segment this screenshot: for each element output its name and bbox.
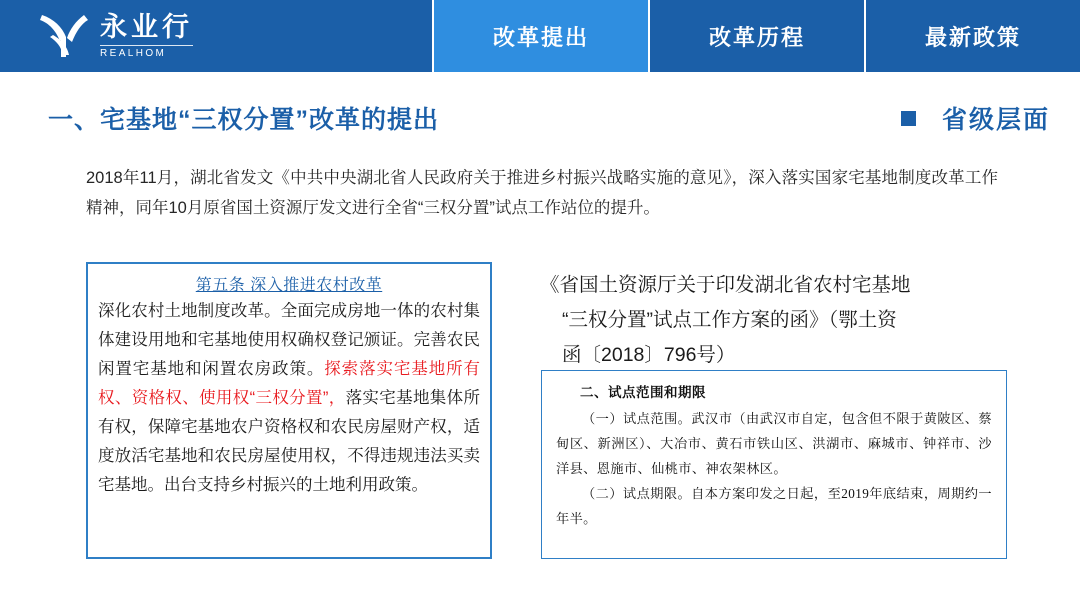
excerpt-text-part2: 落实宅基地集体所有权，保障宅基地农户资格权和农民房屋财产权，适度放活宅基地和农民房屋使用权，不得违规违法买卖宅基地。出台支持乡村振兴的土地利用政策。 — [98, 389, 480, 494]
document-title-line1: 《省国土资源厅关于印发湖北省农村宅基地 — [540, 274, 911, 296]
excerpt-text-part1: 深化农村土地制度改革。全面完成房地一体的农村集体建设用地和宅基地使用权确权登记颁证。完善农民闲置宅基地和闲置农房政策。 — [98, 302, 480, 378]
title-row — [0, 100, 1080, 136]
logo-text — [100, 13, 193, 58]
pilot-scope-title: 二、试点范围和期限 — [580, 385, 706, 400]
policy-excerpt-title: 第五条 深入推进农村改革 — [195, 277, 383, 294]
logo-area — [0, 0, 432, 72]
pilot-scope-paragraph-1: （一）试点范围。武汉市（由武汉市自定，包含但不限于黄陂区、蔡甸区、新洲区）、大冶市、黄石市铁山区、洪湖市、麻城市、钟祥市、沙洋县、恩施市、仙桃市、神农架林区。 — [556, 411, 992, 476]
square-bullet-icon — [901, 111, 916, 126]
right-heading-label: 省级层面 — [941, 106, 1050, 134]
header-bar — [0, 0, 1080, 72]
excerpt-text-highlight: 探索落实宅基地所有权、资格权、使用权“三权分置”， — [98, 360, 481, 407]
policy-excerpt-box — [86, 262, 492, 559]
lead-paragraph: 2018年11月，湖北省发文《中共中央湖北省人民政府关于推进乡村振兴战略实施的意见》，深入落实国家宅基地制度改革工作精神，同年10月原省国土资源厅发文进行全省“三权分置”试点工作站位的提升。 — [86, 169, 998, 217]
company-logo-icon — [36, 11, 90, 61]
document-title-line2: “三权分置”试点工作方案的函》（鄂土资 — [562, 309, 897, 331]
nav-tabs — [432, 0, 1080, 72]
page-title: 一、宅基地“三权分置”改革的提出 — [48, 106, 440, 134]
document-title-line3: 函〔2018〕796号） — [562, 344, 736, 366]
pilot-scope-paragraph-2: （二）试点期限。自本方案印发之日起，至2019年底结束，周期约一年半。 — [556, 486, 992, 526]
tab-reform-history[interactable]: 改革历程 — [648, 0, 864, 72]
logo-name-cn: 永业行 — [100, 12, 193, 43]
policy-excerpt-body — [98, 297, 480, 500]
right-heading-group — [901, 100, 1050, 136]
tab-latest-policy[interactable]: 最新政策 — [864, 0, 1080, 72]
tab-reform-proposal[interactable]: 改革提出 — [432, 0, 648, 72]
logo-name-en: REALHOM — [100, 45, 193, 59]
document-title — [540, 268, 1010, 373]
pilot-scope-box — [541, 370, 1007, 559]
